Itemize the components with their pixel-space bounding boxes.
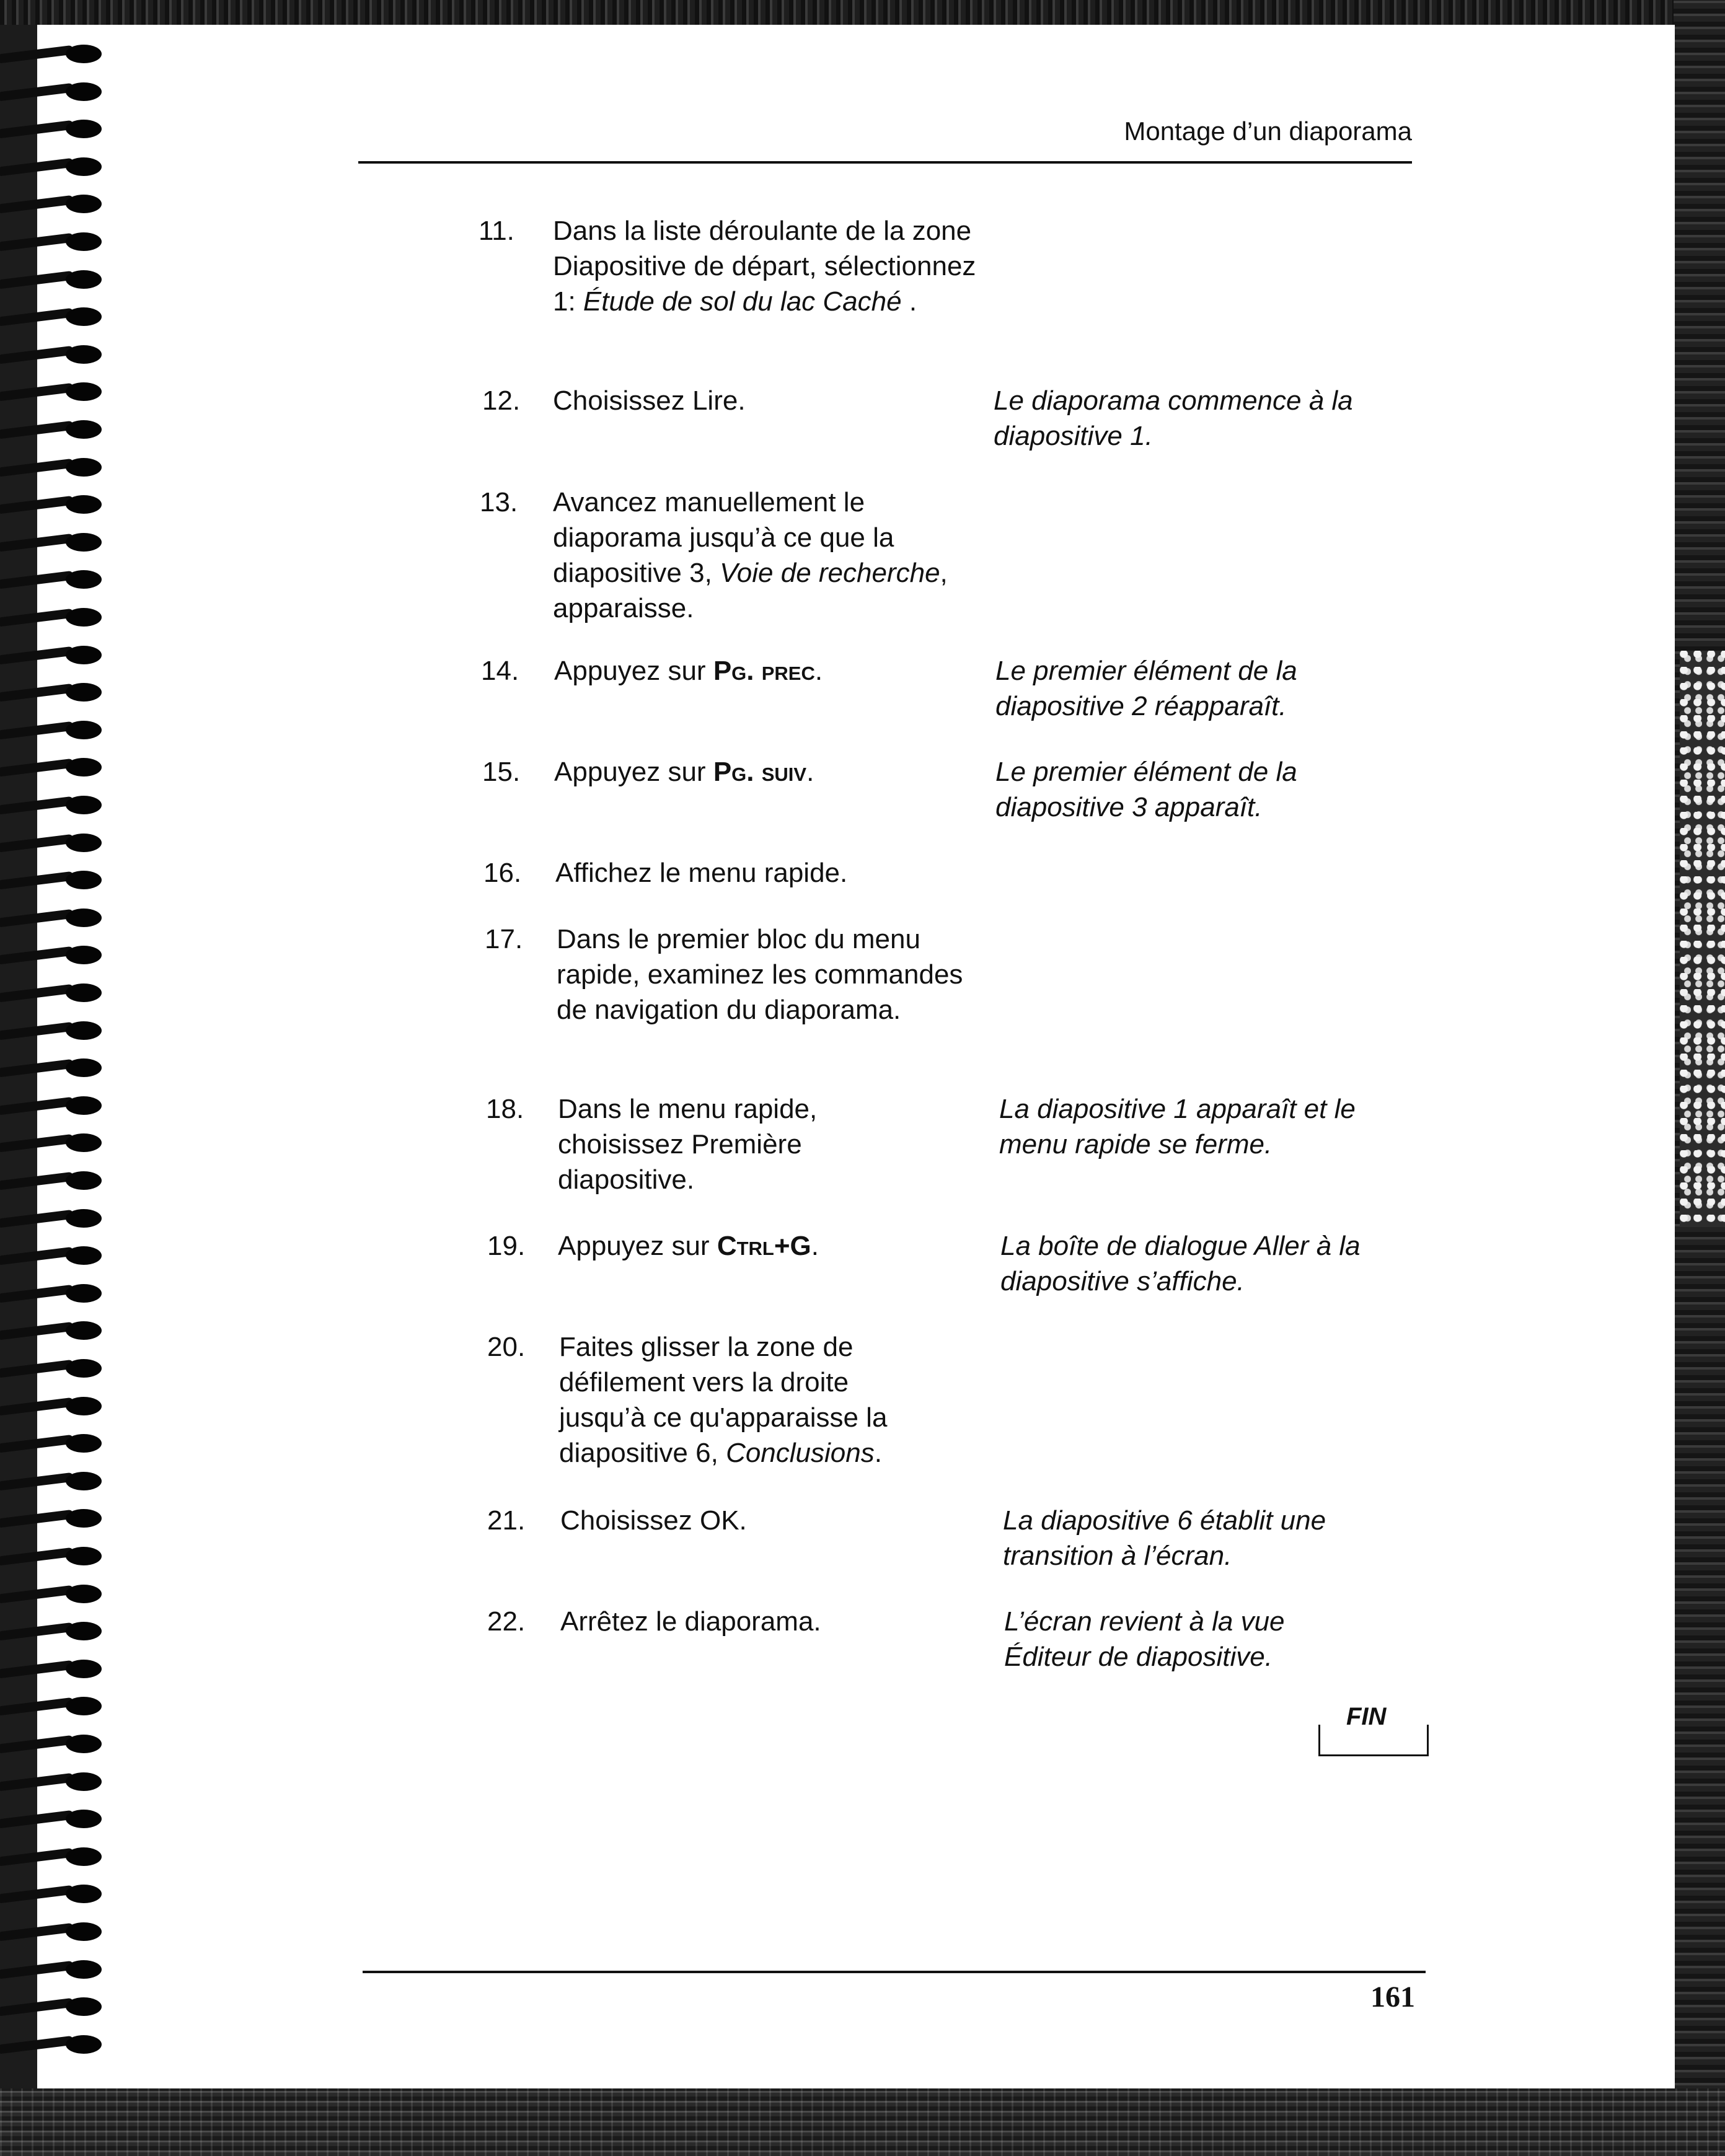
punch-hole <box>66 1246 102 1265</box>
end-marker-label: FIN <box>1344 1703 1388 1731</box>
running-head: Montage d’un diaporama <box>1124 117 1412 146</box>
coil-wire <box>0 1885 73 1903</box>
punch-hole <box>66 1021 102 1040</box>
spiral-coil <box>0 1546 108 1567</box>
punch-hole <box>66 1810 102 1828</box>
punch-hole <box>66 721 102 739</box>
coil-wire <box>0 195 73 213</box>
step-text: Dans la liste déroulante de la zone Diapositive de départ, sélectionnez 1: Étude de sol du lac Caché . <box>553 216 976 317</box>
punch-hole <box>66 1997 102 2016</box>
coil-wire <box>0 1810 73 1828</box>
coil-wire <box>0 308 73 326</box>
punch-hole <box>66 758 102 777</box>
page-paper <box>37 25 1675 2088</box>
coil-wire <box>0 271 73 289</box>
step-result: La boîte de dialogue Aller à la diapositive s’affiche. <box>1000 1231 1361 1296</box>
step-number: 14. <box>481 656 519 686</box>
coil-wire <box>0 1735 73 1753</box>
step-20 <box>0 1329 1725 1468</box>
coil-wire <box>0 534 73 552</box>
spiral-coil <box>0 1658 108 1679</box>
coil-wire <box>0 45 73 63</box>
punch-hole <box>66 45 102 63</box>
punch-hole <box>66 157 102 176</box>
coil-wire <box>0 1172 73 1190</box>
spiral-coil <box>0 1208 108 1229</box>
spiral-coil <box>0 2034 108 2055</box>
coil-wire <box>0 1435 73 1453</box>
punch-hole <box>66 533 102 552</box>
punch-hole <box>66 307 102 326</box>
punch-hole <box>66 1960 102 1979</box>
step-number: 11. <box>479 216 514 246</box>
coil-wire <box>0 1998 73 2016</box>
punch-hole <box>66 1096 102 1115</box>
coil-wire <box>0 1697 73 1715</box>
spiral-coil <box>0 1508 108 1529</box>
spiral-coil <box>0 1283 108 1304</box>
coil-wire <box>0 1585 73 1603</box>
spiral-coil <box>0 1471 108 1492</box>
step-number: 20. <box>487 1332 526 1362</box>
punch-hole <box>66 983 102 1002</box>
coil-wire <box>0 2036 73 2054</box>
spiral-coil <box>0 193 108 214</box>
step-13 <box>0 485 1725 623</box>
spiral-coil <box>0 344 108 365</box>
spiral-coil <box>0 1846 108 1867</box>
punch-hole <box>66 1622 102 1640</box>
spiral-coil <box>0 81 108 102</box>
spiral-coil <box>0 1396 108 1417</box>
step-text: Appuyez sur Pg. prec. <box>554 656 823 686</box>
step-result: L’écran revient à la vue Éditeur de diapositive. <box>1004 1606 1285 1672</box>
spiral-coil <box>0 869 108 891</box>
punch-hole <box>66 1547 102 1565</box>
punch-hole <box>66 1284 102 1303</box>
coil-wire <box>0 1773 73 1791</box>
spiral-coil <box>0 794 108 816</box>
scan-border-top <box>0 0 1725 25</box>
step-number: 13. <box>480 487 518 517</box>
coil-wire <box>0 1961 73 1979</box>
spiral-coil <box>0 832 108 853</box>
page-number: 161 <box>1370 1981 1415 2013</box>
coil-wire <box>0 83 73 101</box>
step-result: La diapositive 1 apparaît et le menu rapide se ferme. <box>999 1094 1356 1159</box>
slide-name: Étude de sol du lac Caché <box>583 286 902 317</box>
step-18 <box>0 1091 1725 1195</box>
spiral-coil <box>0 269 108 290</box>
punch-hole <box>66 232 102 251</box>
spiral-coil <box>0 1057 108 1078</box>
spiral-coil <box>0 1020 108 1041</box>
step-result: Le premier élément de la diapositive 3 apparaît. <box>995 757 1297 822</box>
spiral-coil <box>0 569 108 590</box>
coil-wire <box>0 1397 73 1415</box>
step-text: Dans le menu rapide, choisissez Première diapositive. <box>558 1094 818 1195</box>
footer-rule <box>363 1971 1426 1973</box>
spiral-coil <box>0 1696 108 1717</box>
step-number: 19. <box>487 1231 526 1261</box>
spiral-coil <box>0 719 108 741</box>
step-21 <box>0 1503 1725 1571</box>
spiral-coil <box>0 1132 108 1153</box>
spiral-coil <box>0 1959 108 1980</box>
punch-hole <box>66 195 102 213</box>
spiral-coil <box>0 1621 108 1642</box>
coil-wire <box>0 1622 73 1640</box>
step-11 <box>0 213 1725 317</box>
punch-hole <box>66 1359 102 1378</box>
punch-hole <box>66 1509 102 1528</box>
punch-hole <box>66 1209 102 1228</box>
key-name: Ctrl+G <box>717 1231 811 1261</box>
punch-hole <box>66 834 102 852</box>
coil-wire <box>0 1210 73 1228</box>
step-14 <box>0 653 1725 721</box>
step-number: 18. <box>486 1094 524 1124</box>
step-text: Appuyez sur Pg. suiv. <box>554 757 814 787</box>
step-result: Le diaporama commence à la diapositive 1. <box>994 385 1353 451</box>
spiral-coil <box>0 1733 108 1754</box>
punch-hole <box>66 2035 102 2054</box>
punch-hole <box>66 683 102 702</box>
step-number: 12. <box>482 385 521 416</box>
spiral-coil <box>0 457 108 478</box>
scan-speckle <box>1680 651 1725 1227</box>
step-15 <box>0 754 1725 822</box>
punch-hole <box>66 420 102 439</box>
punch-hole <box>66 1434 102 1453</box>
spiral-coil <box>0 1808 108 1829</box>
step-result: La diapositive 6 établit une transition à l’écran. <box>1003 1505 1326 1571</box>
spiral-coil <box>0 231 108 252</box>
header-rule <box>358 161 1412 164</box>
step-number: 15. <box>482 757 521 787</box>
spiral-coil <box>0 1245 108 1266</box>
step-text: Choisissez OK. <box>560 1505 747 1536</box>
key-name: Pg. prec <box>713 656 815 686</box>
step-text: Faites glisser la zone de défilement vers la droite jusqu’à ce qu'apparaisse la diapositive 6, Conclusions. <box>559 1332 888 1468</box>
punch-hole <box>66 345 102 364</box>
coil-wire <box>0 1848 73 1866</box>
step-text: Choisissez Lire. <box>553 385 746 416</box>
step-22 <box>0 1604 1725 1672</box>
coil-wire <box>0 796 73 814</box>
coil-wire <box>0 459 73 477</box>
coil-wire <box>0 984 73 1002</box>
slide-name: Voie de recherche <box>720 558 940 588</box>
scan-border-bottom <box>0 2088 1725 2156</box>
coil-wire <box>0 1472 73 1490</box>
spiral-coil <box>0 43 108 64</box>
coil-wire <box>0 1547 73 1565</box>
punch-hole <box>66 871 102 889</box>
spiral-coil <box>0 607 108 628</box>
coil-wire <box>0 871 73 889</box>
coil-wire <box>0 759 73 777</box>
spiral-coil <box>0 532 108 553</box>
step-19 <box>0 1228 1725 1296</box>
punch-hole <box>66 796 102 814</box>
spiral-coil <box>0 1771 108 1792</box>
spiral-coil <box>0 1883 108 1904</box>
spiral-coil <box>0 1996 108 2017</box>
coil-wire <box>0 1134 73 1152</box>
spiral-coil <box>0 156 108 177</box>
spiral-coil <box>0 118 108 139</box>
spiral-coil <box>0 944 108 966</box>
coil-wire <box>0 946 73 964</box>
punch-hole <box>66 946 102 964</box>
spiral-coil <box>0 1583 108 1604</box>
spiral-coil <box>0 306 108 327</box>
step-12 <box>0 383 1725 451</box>
punch-hole <box>66 1133 102 1152</box>
step-number: 16. <box>483 858 522 888</box>
coil-wire <box>0 1022 73 1040</box>
spiral-coil <box>0 1433 108 1454</box>
step-text: Dans le premier bloc du menu rapide, examinez les commandes de navigation du diaporama. <box>557 924 963 1025</box>
coil-wire <box>0 496 73 514</box>
coil-wire <box>0 684 73 702</box>
coil-wire <box>0 346 73 364</box>
coil-wire <box>0 233 73 251</box>
spiral-coil <box>0 494 108 515</box>
coil-wire <box>0 1285 73 1303</box>
step-17 <box>0 922 1725 1025</box>
punch-hole <box>66 1397 102 1415</box>
punch-hole <box>66 1772 102 1791</box>
spiral-coil <box>0 1921 108 1942</box>
punch-hole <box>66 608 102 627</box>
spiral-coil <box>0 1170 108 1191</box>
punch-hole <box>66 570 102 589</box>
key-name: Pg. suiv <box>713 757 807 787</box>
step-result: Le premier élément de la diapositive 2 réapparaît. <box>995 656 1297 721</box>
step-16 <box>0 855 1725 888</box>
spiral-coil <box>0 419 108 440</box>
coil-wire <box>0 158 73 176</box>
spiral-coil <box>0 1358 108 1379</box>
punch-hole <box>66 270 102 289</box>
step-text: Avancez manuellement le diaporama jusqu’à ce que la diapositive 3, Voie de recherche, apparaisse. <box>553 487 948 623</box>
punch-hole <box>66 82 102 101</box>
step-text: Affichez le menu rapide. <box>555 858 848 888</box>
punch-hole <box>66 1847 102 1866</box>
punch-hole <box>66 495 102 514</box>
coil-wire <box>0 1660 73 1678</box>
coil-wire <box>0 609 73 627</box>
step-number: 21. <box>487 1505 526 1536</box>
coil-wire <box>0 1923 73 1941</box>
slide-name: Conclusions <box>726 1438 875 1468</box>
step-number: 17. <box>485 924 523 954</box>
punch-hole <box>66 120 102 138</box>
coil-wire <box>0 421 73 439</box>
coil-wire <box>0 834 73 852</box>
step-text: Arrêtez le diaporama. <box>560 1606 821 1637</box>
punch-hole <box>66 458 102 477</box>
punch-hole <box>66 1472 102 1490</box>
punch-hole <box>66 1735 102 1753</box>
coil-wire <box>0 1059 73 1077</box>
punch-hole <box>66 1585 102 1603</box>
punch-hole <box>66 1058 102 1077</box>
coil-wire <box>0 1360 73 1378</box>
coil-wire <box>0 571 73 589</box>
coil-wire <box>0 721 73 739</box>
spiral-coil <box>0 1095 108 1116</box>
punch-hole <box>66 1171 102 1190</box>
coil-wire <box>0 1097 73 1115</box>
spiral-coil <box>0 982 108 1003</box>
coil-wire <box>0 120 73 138</box>
punch-hole <box>66 1697 102 1715</box>
step-text: Appuyez sur Ctrl+G. <box>558 1231 819 1261</box>
punch-hole <box>66 1885 102 1903</box>
coil-wire <box>0 1510 73 1528</box>
punch-hole <box>66 1660 102 1678</box>
coil-wire <box>0 1247 73 1265</box>
step-number: 22. <box>487 1606 526 1637</box>
punch-hole <box>66 1922 102 1941</box>
spiral-coil <box>0 682 108 703</box>
spiral-binding <box>0 43 108 2088</box>
